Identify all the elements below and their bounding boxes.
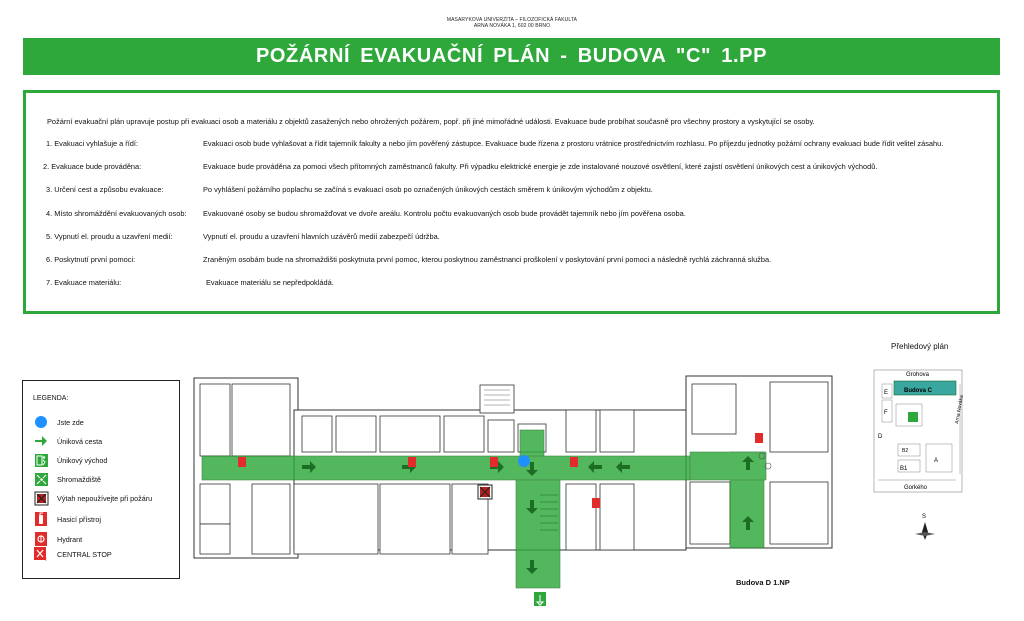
room bbox=[566, 410, 596, 452]
no-elevator-icon bbox=[478, 485, 492, 499]
room bbox=[690, 482, 730, 544]
overview-label: E bbox=[884, 390, 889, 396]
university-address: ARNA NOVÁKA 1, 602 00 BRNO bbox=[473, 23, 551, 29]
room bbox=[566, 484, 596, 550]
legend-label: Hasicí přístroj bbox=[57, 514, 101, 524]
legend-item bbox=[33, 532, 82, 546]
legend-item bbox=[33, 434, 102, 448]
rule-text: Po vyhlášení požárního poplachu se začíná s evakuací osob po označených únikových cestách směrem k únikovým východům z objektu. bbox=[203, 185, 653, 194]
room bbox=[294, 484, 378, 554]
overview-label: B2 bbox=[902, 448, 909, 454]
legend-label: Hydrant bbox=[57, 534, 83, 544]
fire-extinguisher-icon bbox=[592, 498, 600, 508]
overview-title: Přehledový plán bbox=[891, 342, 949, 351]
room bbox=[770, 382, 828, 452]
you-are-here-icon bbox=[518, 455, 530, 467]
overview-label: B1 bbox=[900, 466, 908, 472]
emergency-exit-icon bbox=[33, 453, 49, 467]
compass-icon bbox=[909, 512, 941, 548]
hydrant-icon bbox=[570, 457, 578, 467]
legend-label: Jste zde bbox=[57, 417, 84, 427]
legend-title: LEGENDA: bbox=[33, 395, 69, 402]
page-title: POŽÁRNÍ EVAKUAČNÍ PLÁN - BUDOVA "C" 1.PP bbox=[255, 45, 768, 67]
rule-text: Vypnutí el. proudu a uzavření hlavních uzávěrů medií zabezpečí údržba. bbox=[203, 232, 440, 241]
rule-text: Evakuace materiálu se nepředpokládá. bbox=[206, 278, 334, 287]
room bbox=[600, 410, 634, 452]
room bbox=[336, 416, 376, 452]
escape-corridor-up bbox=[520, 430, 544, 456]
room bbox=[252, 484, 290, 554]
emergency-exit-icon bbox=[534, 592, 546, 606]
rule-label: 3. Určení cest a způsobu evakuace: bbox=[46, 185, 164, 194]
escape-corridor-link bbox=[690, 452, 766, 480]
legend-item bbox=[33, 472, 101, 486]
legend-label: Úniková cesta bbox=[57, 436, 103, 446]
you-are-here-icon bbox=[33, 415, 49, 429]
fire-extinguisher-icon bbox=[408, 457, 416, 467]
room bbox=[380, 484, 450, 554]
escape-corridor-down bbox=[516, 480, 560, 588]
overview-label: A bbox=[934, 458, 939, 464]
overview-label: D bbox=[878, 434, 883, 440]
no-elevator-icon bbox=[33, 491, 49, 505]
legend-label: Únikový východ bbox=[57, 455, 108, 465]
rule-label: 4. Místo shromáždění evakuovaných osob: bbox=[46, 209, 187, 218]
room bbox=[200, 384, 230, 456]
rule-label: 2. Evakuace bude prováděna: bbox=[43, 162, 142, 171]
overview-label: F bbox=[884, 410, 888, 416]
escape-arrow-icon bbox=[33, 434, 49, 448]
legend-label: CENTRAL STOP bbox=[57, 549, 112, 559]
fire-extinguisher-icon bbox=[33, 512, 49, 526]
rule-text: Evakuace bude prováděna za pomoci všech přítomných zaměstnanců fakulty. Při výpadku elektrické energie je zde instalované nouzové osvětlení, které zajistí osvětlení únikových cest a únikových východů. bbox=[203, 162, 878, 171]
fire-extinguisher-icon bbox=[238, 457, 246, 467]
legend-item bbox=[33, 415, 84, 429]
budova-d-label: Budova D 1.NP bbox=[736, 578, 790, 587]
compass-label: S bbox=[922, 514, 927, 520]
rule-text: Evakuaci osob bude vyhlašovat a řídit tajemník fakulty a nebo jím pověřený zástupce. Evakuace bude řízena z prostoru vrátnice prostřednictvím rozhlasu. Po příjezdu jednotky požární ochrany evakuaci bude řídit velitel zásahu. bbox=[203, 139, 944, 148]
rule-text: Evakuované osoby se budou shromažďovat ve dvoře areálu. Kontrolu počtu evakuovaných osob bude provádět tajemník nebo jím pověřena osoba. bbox=[203, 209, 686, 218]
overview-map bbox=[874, 364, 965, 494]
rules-box bbox=[23, 90, 1000, 314]
legend-item bbox=[33, 547, 112, 561]
university-name: MASARYKOVA UNIVERZITA – FILOZOFICKÁ FAKULTA bbox=[446, 17, 578, 23]
overview-street-right: Arna Nováka bbox=[954, 394, 965, 425]
legend-label: Shromaždiště bbox=[57, 474, 101, 484]
room bbox=[444, 416, 484, 452]
legend bbox=[22, 380, 180, 579]
rules-intro: Požární evakuační plán upravuje postup při evakuaci osob a materiálu z objektů zasažených nebo ohrožených požárem, popř. při jiné mimořádné události. Evakuace bude probíhat současně pro všechny prostory a vyskytující se osoby. bbox=[47, 117, 815, 126]
room bbox=[770, 482, 828, 544]
room bbox=[200, 484, 230, 524]
room bbox=[302, 416, 332, 452]
rule-label: 6. Poskytnutí první pomoci: bbox=[46, 255, 136, 264]
rule-label: 1. Evakuaci vyhlašuje a řídí: bbox=[46, 139, 139, 148]
room bbox=[692, 384, 736, 434]
legend-label: Výtah nepoužívejte při požáru bbox=[57, 493, 153, 503]
legend-item bbox=[33, 453, 107, 467]
stair-hall bbox=[480, 385, 514, 413]
rule-text: Zraněným osobám bude na shromaždišti poskytnuta první pomoc, kterou poskytnou zaměstnanci proškolení v poskytování první pomoci a následně rychlá záchranná služba. bbox=[203, 255, 772, 264]
rule-label: 7. Evakuace materiálu: bbox=[46, 278, 122, 287]
title-bar bbox=[23, 38, 1000, 75]
rule-label: 5. Vypnutí el. proudu a uzavření medií: bbox=[46, 232, 173, 241]
svg-text:c: c bbox=[45, 556, 47, 562]
legend-item bbox=[33, 512, 101, 526]
overview-street-top: Grohova bbox=[906, 372, 930, 378]
escape-corridor-main bbox=[202, 456, 690, 480]
fire-extinguisher-icon bbox=[490, 457, 498, 467]
overview-building-c-label: Budova C bbox=[904, 388, 933, 394]
assembly-point-icon bbox=[33, 472, 49, 486]
central-stop-icon bbox=[33, 547, 49, 561]
room bbox=[200, 524, 230, 554]
overview-street-bottom: Gorkého bbox=[904, 485, 928, 491]
room bbox=[600, 484, 634, 550]
room bbox=[232, 384, 290, 456]
room bbox=[488, 420, 514, 452]
university-heading bbox=[0, 17, 1024, 29]
legend-item bbox=[33, 491, 152, 505]
fire-extinguisher-icon bbox=[755, 433, 763, 443]
room bbox=[380, 416, 440, 452]
hydrant-icon bbox=[33, 532, 49, 546]
overview-assembly bbox=[908, 412, 918, 422]
